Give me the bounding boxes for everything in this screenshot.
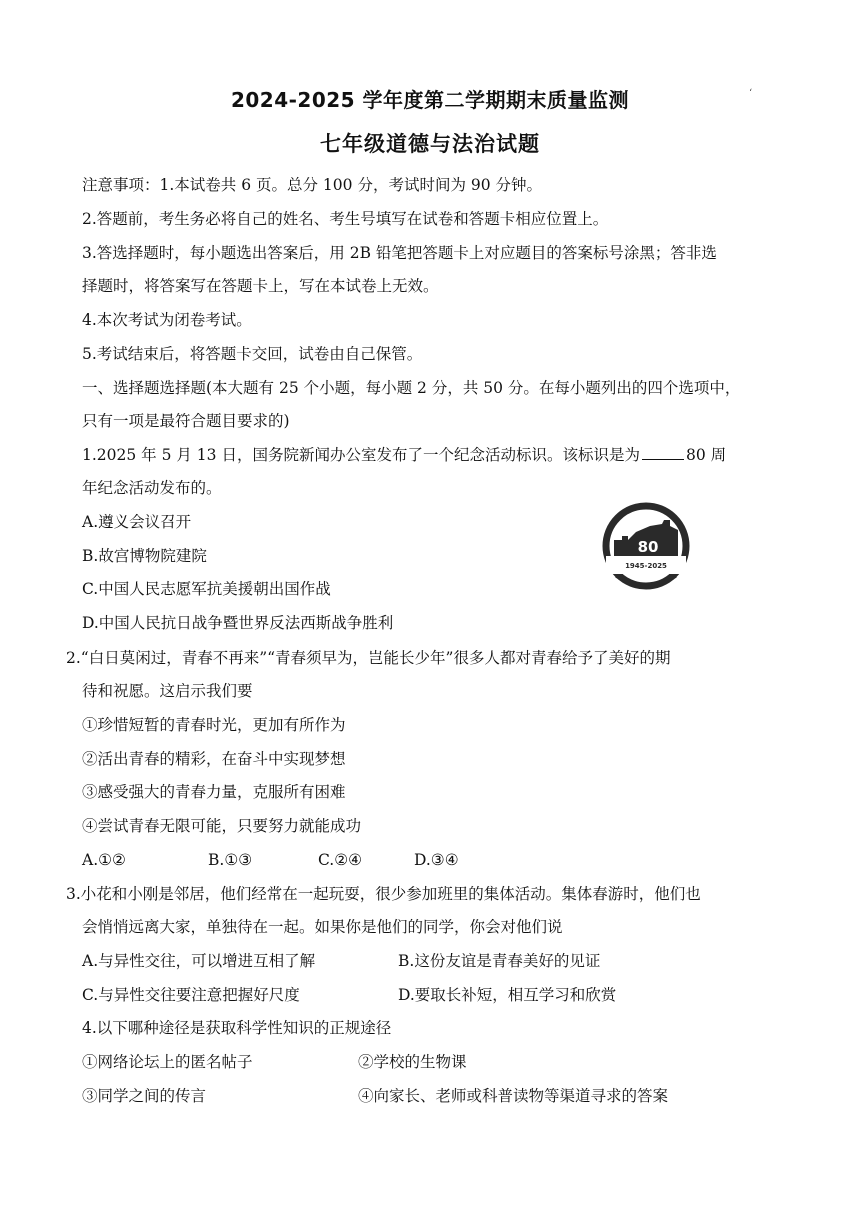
note-1: 注意事项：1.本试卷共 6 页。总分 100 分，考试时间为 90 分钟。 <box>82 176 543 194</box>
q3-stem-line-2: 会悄悄远离大家，单独待在一起。如果你是他们的同学，你会对他们说 <box>82 918 563 936</box>
note-5: 5.考试结束后，将答题卡交回，试卷由自己保管。 <box>82 345 423 363</box>
q1-stem-after-blank: 80 周 <box>685 446 727 464</box>
q1-option-b: B.故宫博物院建院 <box>82 547 207 565</box>
q2-statement-4: ④尝试青春无限可能，只要努力就能成功 <box>82 817 362 835</box>
q2-option-d: D.③④ <box>414 851 459 869</box>
q4-stem: 4.以下哪种途径是获取科学性知识的正规途径 <box>82 1019 392 1037</box>
q2-stem-line-1: 2.“白日莫闲过，青春不再来”“青春须早为，岂能长少年”很多人都对青春给予了美好的期 <box>66 649 671 667</box>
q3-stem-line-1: 3.小花和小刚是邻居，他们经常在一起玩耍，很少参加班里的集体活动。集体春游时，他们也 <box>66 885 701 903</box>
logo-years: 1945-2025 <box>625 562 667 570</box>
q1-option-c: C.中国人民志愿军抗美援朝出国作战 <box>82 580 331 598</box>
q2-option-a: A.①② <box>82 851 126 869</box>
note-4: 4.本次考试为闭卷考试。 <box>82 311 252 329</box>
note-3-line-1: 3.答选择题时，每小题选出答案后，用 2B 铅笔把答题卡上对应题目的答案标号涂黑；答非选 <box>82 244 717 262</box>
q4-statement-2: ②学校的生物课 <box>358 1053 467 1071</box>
scan-mark: ‘ <box>749 88 753 99</box>
q2-option-b: B.①③ <box>208 851 253 869</box>
q2-stem-line-2: 待和祝愿。这启示我们要 <box>82 682 253 700</box>
commemorative-logo <box>600 500 692 592</box>
q1-option-d: D.中国人民抗日战争暨世界反法西斯战争胜利 <box>82 614 394 632</box>
q2-statement-1: ①珍惜短暂的青春时光，更加有所作为 <box>82 716 346 734</box>
q3-option-c: C.与异性交往要注意把握好尺度 <box>82 986 300 1004</box>
q2-statement-2: ②活出青春的精彩，在奋斗中实现梦想 <box>82 750 346 768</box>
q3-option-d: D.要取长补短，相互学习和欣赏 <box>398 986 617 1004</box>
q4-statement-1: ①网络论坛上的匿名帖子 <box>82 1053 253 1071</box>
q1-stem-line-1 <box>82 444 726 466</box>
exam-subtitle: 七年级道德与法治试题 <box>320 132 540 156</box>
q1-stem-before-blank: 1.2025 年 5 月 13 日，国务院新闻办公室发布了一个纪念活动标识。该标识是为 <box>82 446 640 464</box>
q3-option-a: A.与异性交往，可以增进互相了解 <box>82 952 316 970</box>
section-heading-line-1: 一、选择题选择题(本大题有 25 个小题，每小题 2 分，共 50 分。在每小题列出的四个选项中， <box>82 379 741 397</box>
section-heading-line-2: 只有一项是最符合题目要求的) <box>82 412 290 430</box>
q4-statement-4: ④向家长、老师或科普读物等渠道寻求的答案 <box>358 1087 669 1105</box>
note-3-line-2: 择题时，将答案写在答题卡上，写在本试卷上无效。 <box>82 277 439 295</box>
exam-title: 2024-2025 学年度第二学期期末质量监测 <box>230 88 630 112</box>
q4-statement-3: ③同学之间的传言 <box>82 1087 207 1105</box>
answer-blank <box>642 445 684 460</box>
q3-option-b: B.这份友谊是青春美好的见证 <box>398 952 601 970</box>
q1-option-a: A.遵义会议召开 <box>82 513 192 531</box>
q2-statement-3: ③感受强大的青春力量，克服所有困难 <box>82 783 346 801</box>
logo-number: 80 <box>637 538 659 556</box>
note-2: 2.答题前，考生务必将自己的姓名、考生号填写在试卷和答题卡相应位置上。 <box>82 210 609 228</box>
q2-option-c: C.②④ <box>318 851 363 869</box>
q1-stem-line-2: 年纪念活动发布的。 <box>82 479 222 497</box>
